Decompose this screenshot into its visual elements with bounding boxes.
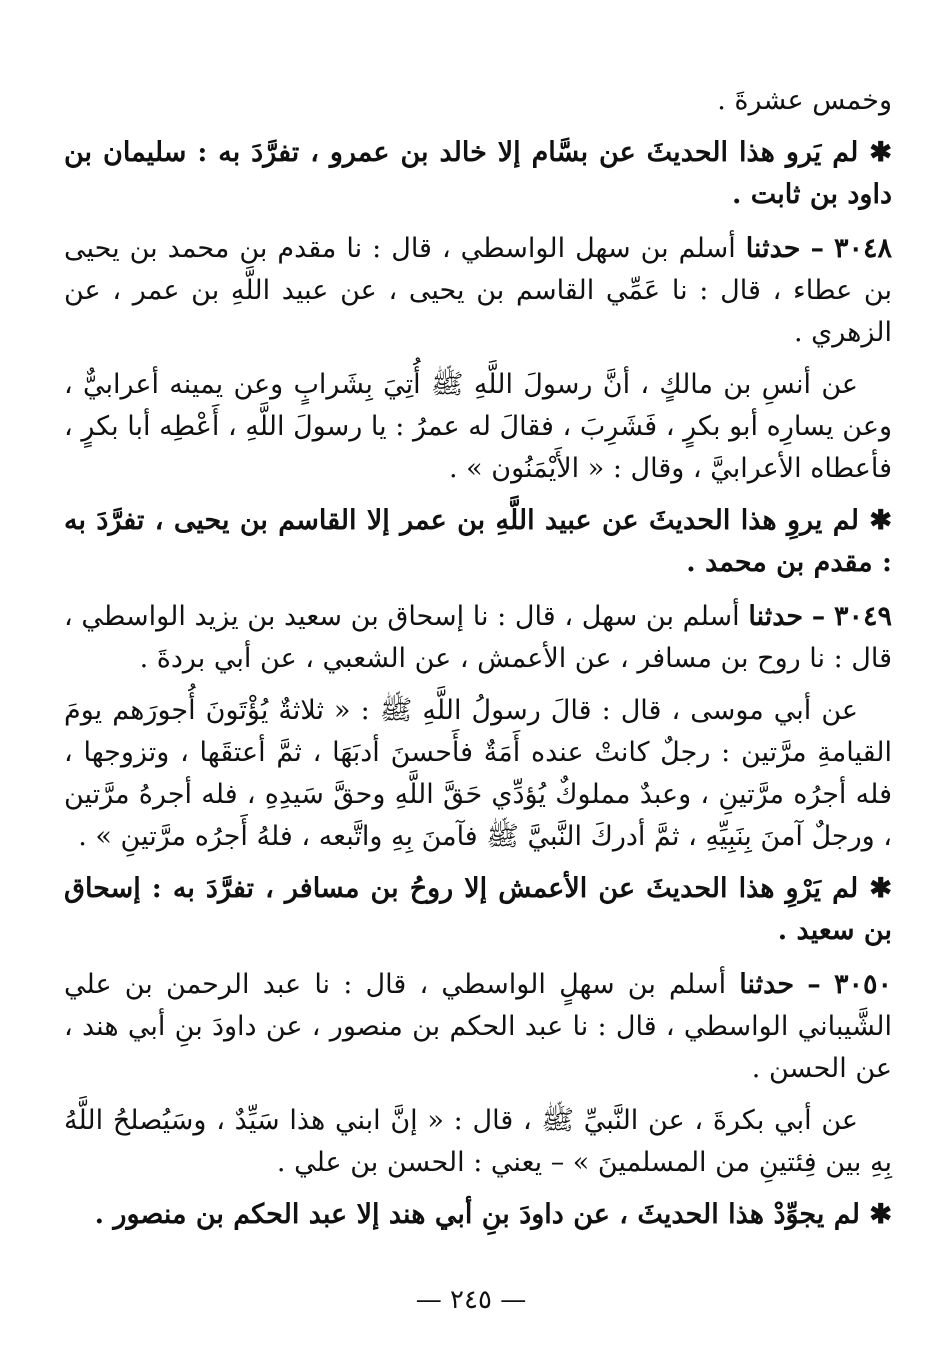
body-text-content: وخمس عشرةَ . [717,85,892,116]
hadith-isnad [64,596,892,680]
hadith-dash: – [807,969,821,1000]
hadith-chain: أسلم بن سهلٍ الواسطي ، قال : نا عبد الرحمن بن علي الشَّيباني الواسطي ، قال : نا عبد الحكم بن منصور ، عن داودَ بنِ أبي هند ، عن الحسن . [64,969,892,1084]
note-star-icon: ✱ [869,505,892,536]
note-star-icon: ✱ [869,873,893,904]
hadith-dash: – [811,601,826,632]
hadith-number: ٣٠٤٨ [833,233,892,264]
hadith-lead: حدثنا [739,969,795,1000]
hadith-isnad [64,228,892,354]
hadith-isnad [64,964,892,1090]
hadith-chain: أسلم بن سهل الواسطي ، قال : نا مقدم بن محمد بن يحيى بن عطاء ، قال : نا عَمِّي القاسم بن يحيى ، عن عبيد اللَّهِ بن عمر ، عن الزهري . [64,233,892,348]
note-text: لم يجوِّدْ هذا الحديثَ ، عن داودَ بنِ أبي هند إلا عبد الحكم بن منصور . [94,1199,860,1230]
body-text-content: عن أبي بكرةَ ، عن النَّبيِّ ﷺ ، قال : « إنَّ ابني هذا سَيِّدٌ ، وسَيُصلحُ اللَّهُ بِهِ بين فِئتينِ من المسلمينَ » – يعني : الحسن بن علي . [64,1105,892,1178]
hadith-dash: – [810,233,824,264]
scholar-note [64,1194,892,1236]
page-number: — ٢٤٥ — [415,1285,527,1315]
hadith-chain: أسلم بن سهل ، قال : نا إسحاق بن سعيد بن يزيد الواسطي ، قال : نا روح بن مسافر ، عن الأعمش ، عن الشعبي ، عن أبي بردةَ . [64,601,892,674]
note-text: لم يَرْوِ هذا الحديثَ عن الأعمش إلا روحُ بن مسافر ، تفرَّدَ به : إسحاق بن سعيد . [64,873,892,946]
body-text [64,690,892,858]
body-text [64,1100,892,1184]
hadith-lead: حدثنا [745,233,801,264]
body-text [64,364,892,490]
hadith-number: ٣٠٤٩ [833,601,892,632]
note-star-icon: ✱ [869,1199,892,1230]
hadith-lead: حدثنا [748,601,804,632]
body-text-content: عن أبي موسى ، قال : قالَ رسولُ اللَّهِ ﷺ : « ثلاثةٌ يُؤْتَونَ أُجورَهم يومَ القيامةِ مرَّتين : رجلٌ كانتْ عنده أَمَةٌ فأَحسنَ أدبَهَا ، ثمَّ أعتقَها ، وتزوجها ، فله أجرُه مرَّتينِ ، وعبدٌ مملوكٌ يُؤدِّي حَقَّ اللَّهِ وحقَّ سَيدِهِ ، فله أجرهُ مرَّتين ، ورجلٌ آمنَ بِنَبِيِّهِ ، ثمَّ أدركَ النَّبيَّ ﷺ فآمنَ بِهِ واتَّبعه ، فلهُ أَجرُه مرَّتينِ » . [64,695,892,852]
body-text-content: عن أنسِ بن مالكٍ ، أنَّ رسولَ اللَّهِ ﷺ أُتِيَ بِشَرابٍ وعن يمينه أعرابيٌّ ، وعن يسارِه أبو بكرٍ ، فَشَرِبَ ، فقالَ له عمرُ : يا رسولَ اللَّهِ ، أَعْطِه أبا بكرٍ ، فأعطاه الأعرابيَّ ، وقال : « الأَيْمَنُون » . [64,369,892,484]
note-text: لم يروِ هذا الحديثَ عن عبيد اللَّهِ بن عمر إلا القاسم بن يحيى ، تفرَّدَ به : مقدم بن محمد . [64,505,892,578]
scholar-note [64,500,892,584]
scholar-note [64,868,892,952]
scholar-note [64,132,892,216]
note-text: لم يَرو هذا الحديثَ عن بسَّام إلا خالد بن عمرو ، تفرَّدَ به : سليمان بن داود بن ثابت . [64,137,892,210]
note-star-icon: ✱ [869,137,892,168]
hadith-number: ٣٠٥٠ [833,969,892,1000]
page-content [64,80,892,1248]
body-text [64,80,892,122]
